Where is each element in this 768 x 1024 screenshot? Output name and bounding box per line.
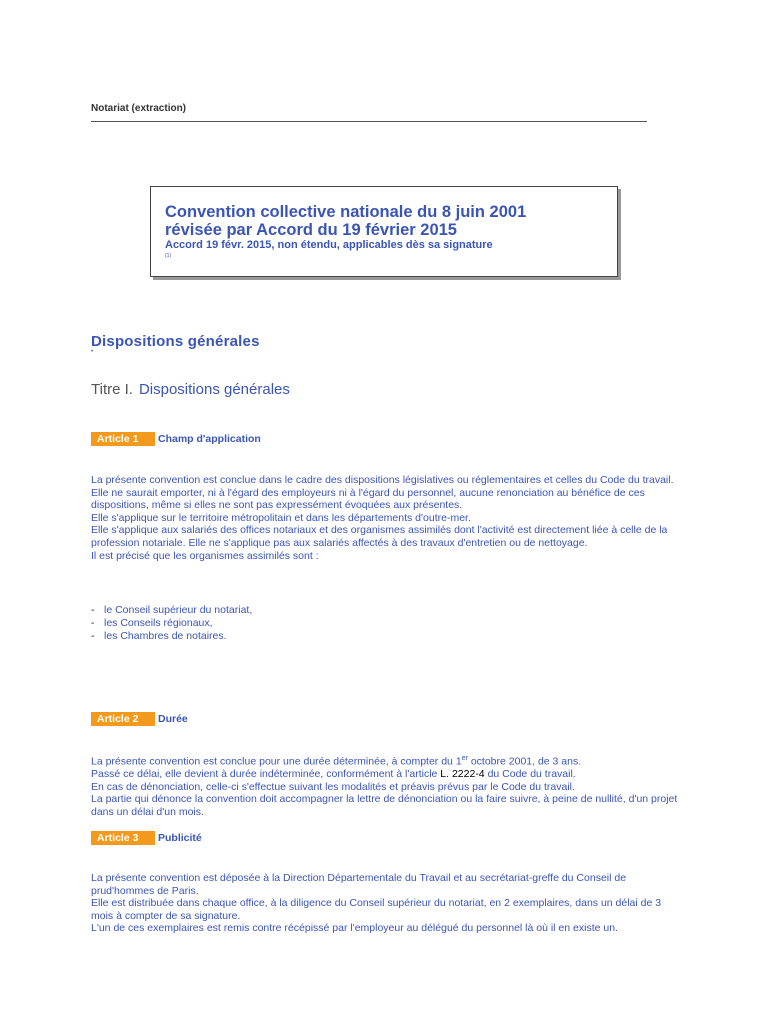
- dash-bullet: -: [91, 630, 95, 642]
- list-item: - les Conseils régionaux,: [91, 617, 213, 629]
- titre-prefix: Titre I.: [91, 381, 133, 398]
- article-3-heading: [91, 829, 202, 847]
- article-badge: Article 3: [91, 831, 155, 845]
- paragraph: Il est précisé que les organismes assimilés sont :: [91, 549, 319, 562]
- paragraph: Elle s'applique sur le territoire métropolitain et dans les départements d'outre-mer.: [91, 511, 471, 524]
- article-1-heading: [91, 430, 261, 448]
- paragraph: La présente convention est conclue pour une durée déterminée, à compter du 1er octobre 2001, de 3 ans.: [91, 755, 582, 768]
- footnote-ref[interactable]: (1): [165, 253, 172, 259]
- article-title: Publicité: [158, 831, 202, 844]
- article-title: Champ d'application: [158, 432, 261, 445]
- convention-title-box: [150, 186, 618, 277]
- list-item: - les Chambres de notaires.: [91, 630, 227, 642]
- section-marker: •: [91, 349, 94, 355]
- convention-title: Convention collective nationale du 8 juin 2001: [165, 203, 527, 221]
- document-header: Notariat (extraction): [91, 103, 187, 114]
- dash-bullet: -: [91, 604, 95, 616]
- article-3-body: [91, 872, 679, 935]
- article-title: Durée: [158, 712, 188, 725]
- article-1-body: [91, 474, 679, 562]
- organisms-list: [91, 604, 252, 643]
- convention-revision: révisée par Accord du 19 février 2015: [165, 221, 457, 239]
- article-badge: Article 1: [91, 432, 155, 446]
- titre-heading: [91, 381, 290, 398]
- paragraph: Elle est distribuée dans chaque office, à la diligence du Conseil supérieur du notariat, en 2 exemplaires, dans un délai de 3 mois à compter de sa signature.: [91, 897, 662, 922]
- paragraph: La partie qui dénonce la convention doit accompagner la lettre de dénonciation ou la faire suivre, à peine de nullité, d'un projet dans un délai d'un mois.: [91, 793, 678, 818]
- titre-name: Dispositions générales: [138, 381, 290, 398]
- code-article-link[interactable]: L. 2222-4: [440, 768, 485, 781]
- paragraph: La présente convention est déposée à la Direction Départementale du Travail et au secrétariat-greffe du Conseil de prud'hommes de Paris.: [91, 872, 627, 897]
- section-title: Dispositions générales: [91, 333, 260, 350]
- paragraph: La présente convention est conclue dans le cadre des dispositions législatives ou réglementaires et celles du Code du travail.: [91, 474, 674, 486]
- article-badge: Article 2: [91, 712, 155, 726]
- article-2-heading: [91, 710, 188, 728]
- header-divider: [91, 121, 647, 122]
- paragraph: En cas de dénonciation, celle-ci s'effectue suivant les modalités et préavis prévus par le Code du travail.: [91, 780, 575, 793]
- list-item: - le Conseil supérieur du notariat,: [91, 604, 253, 616]
- paragraph: L'un de ces exemplaires est remis contre récépissé par l'employeur au délégué du personnel là où il en existe un.: [91, 922, 618, 935]
- article-2-body: [91, 753, 679, 818]
- paragraph: Elle ne saurait emporter, ni à l'égard des employeurs ni à l'égard du personnel, aucune renonciation au bénéfice de ces dispositions, même si elles ne sont pas expressément évoquées aux présentes.: [91, 486, 645, 512]
- dash-bullet: -: [91, 617, 95, 629]
- paragraph: Elle s'applique aux salariés des offices notariaux et des organismes assimilés dont l'activité est directement liée à celle de la profession notariale. Elle ne s'applique pas aux salariés affectés à des travaux d'entretien ou de nettoyage.: [91, 524, 668, 549]
- convention-subtitle: Accord 19 févr. 2015, non étendu, applicables dès sa signature: [165, 239, 493, 251]
- paragraph: Passé ce délai, elle devient à durée indéterminée, conformément à l'article L. 2222-4 du Code du travail.: [91, 768, 576, 781]
